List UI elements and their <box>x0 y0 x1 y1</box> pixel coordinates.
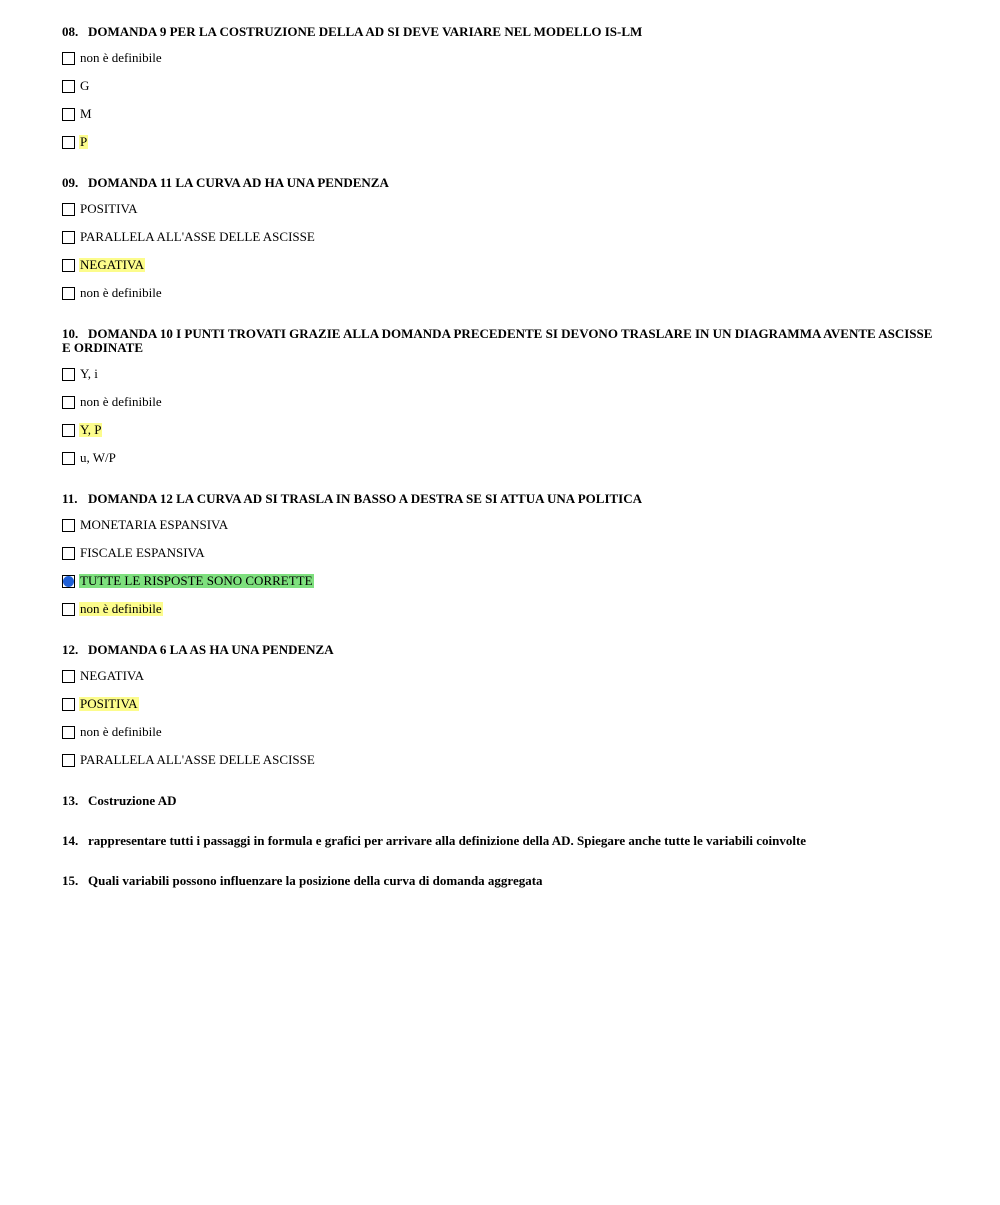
checkbox[interactable] <box>62 670 75 683</box>
option-label: G <box>80 78 90 93</box>
option[interactable] <box>62 511 942 539</box>
checkbox[interactable] <box>62 52 75 65</box>
option-label: M <box>80 106 92 121</box>
question-08 <box>62 25 942 156</box>
option[interactable] <box>62 662 942 690</box>
question-10 <box>62 327 942 472</box>
option[interactable] <box>62 746 942 774</box>
question-title: 11. DOMANDA 12 LA CURVA AD SI TRASLA IN BASSO A DESTRA SE SI ATTUA UNA POLITICA <box>62 491 643 506</box>
option-label: MONETARIA ESPANSIVA <box>80 517 229 532</box>
option[interactable] <box>62 195 942 223</box>
option[interactable] <box>62 539 942 567</box>
option-label-highlighted: non è definibile <box>80 601 162 616</box>
option-label-highlighted: NEGATIVA <box>80 257 145 272</box>
option-label-highlighted: Y, P <box>80 422 102 437</box>
question-title: 09. DOMANDA 11 LA CURVA AD HA UNA PENDENZA <box>62 175 389 190</box>
question-title: 15. Quali variabili possono influenzare la posizione della curva di domanda aggregata <box>62 873 543 888</box>
checkbox[interactable] <box>62 424 75 437</box>
option-label-correct: TUTTE LE RISPOSTE SONO CORRETTE <box>80 573 313 588</box>
question-title: 12. DOMANDA 6 LA AS HA UNA PENDENZA <box>62 642 334 657</box>
question-11 <box>62 492 942 623</box>
option[interactable] <box>62 388 942 416</box>
option-label: NEGATIVA <box>80 668 145 683</box>
checkbox[interactable] <box>62 287 75 300</box>
question-title: 13. Costruzione AD <box>62 793 177 808</box>
option[interactable] <box>62 360 942 388</box>
checkbox[interactable] <box>62 259 75 272</box>
question-title: 10. DOMANDA 10 I PUNTI TROVATI GRAZIE ALLA DOMANDA PRECEDENTE SI DEVONO TRASLARE IN UN DIAGRAMMA AVENTE ASCISSE E ORDINATE <box>62 326 933 355</box>
checkbox[interactable] <box>62 519 75 532</box>
option-label-highlighted: P <box>80 134 88 149</box>
option-label: Y, i <box>80 366 98 381</box>
checkbox[interactable] <box>62 396 75 409</box>
question-title: 08. DOMANDA 9 PER LA COSTRUZIONE DELLA AD SI DEVE VARIARE NEL MODELLO IS-LM <box>62 24 643 39</box>
option-label: non è definibile <box>80 394 162 409</box>
option[interactable] <box>62 416 942 444</box>
option[interactable] <box>62 100 942 128</box>
checkbox[interactable] <box>62 754 75 767</box>
checkbox[interactable] <box>62 231 75 244</box>
option[interactable] <box>62 251 942 279</box>
option[interactable] <box>62 128 942 156</box>
checkbox[interactable] <box>62 203 75 216</box>
option-label: non è definibile <box>80 285 162 300</box>
option[interactable] <box>62 690 942 718</box>
option-label: POSITIVA <box>80 201 138 216</box>
option[interactable] <box>62 718 942 746</box>
option[interactable] <box>62 72 942 100</box>
option[interactable] <box>62 223 942 251</box>
checkbox[interactable] <box>62 108 75 121</box>
option-label: PARALLELA ALL'ASSE DELLE ASCISSE <box>80 752 315 767</box>
checkbox[interactable] <box>62 547 75 560</box>
option[interactable] <box>62 444 942 472</box>
option[interactable] <box>62 279 942 307</box>
checkbox[interactable] <box>62 136 75 149</box>
question-14 <box>62 834 942 848</box>
option-label: PARALLELA ALL'ASSE DELLE ASCISSE <box>80 229 315 244</box>
checkbox[interactable] <box>62 368 75 381</box>
checkbox[interactable] <box>62 452 75 465</box>
option-label: non è definibile <box>80 50 162 65</box>
option[interactable] <box>62 595 942 623</box>
checkbox[interactable] <box>62 80 75 93</box>
option[interactable] <box>62 567 942 595</box>
question-12 <box>62 643 942 774</box>
question-title: 14. rappresentare tutti i passaggi in formula e grafici per arrivare alla definizione della AD. Spiegare anche tutte le variabili coinvolte <box>62 833 807 848</box>
checkbox[interactable] <box>62 726 75 739</box>
question-15 <box>62 874 942 888</box>
option-label: FISCALE ESPANSIVA <box>80 545 205 560</box>
checkbox[interactable] <box>62 603 75 616</box>
option-label: u, W/P <box>80 450 116 465</box>
option[interactable] <box>62 44 942 72</box>
option-label-highlighted: POSITIVA <box>80 696 138 711</box>
question-13 <box>62 794 942 808</box>
checkbox-selected[interactable] <box>62 575 75 588</box>
question-09 <box>62 176 942 307</box>
checkbox[interactable] <box>62 698 75 711</box>
option-label: non è definibile <box>80 724 162 739</box>
